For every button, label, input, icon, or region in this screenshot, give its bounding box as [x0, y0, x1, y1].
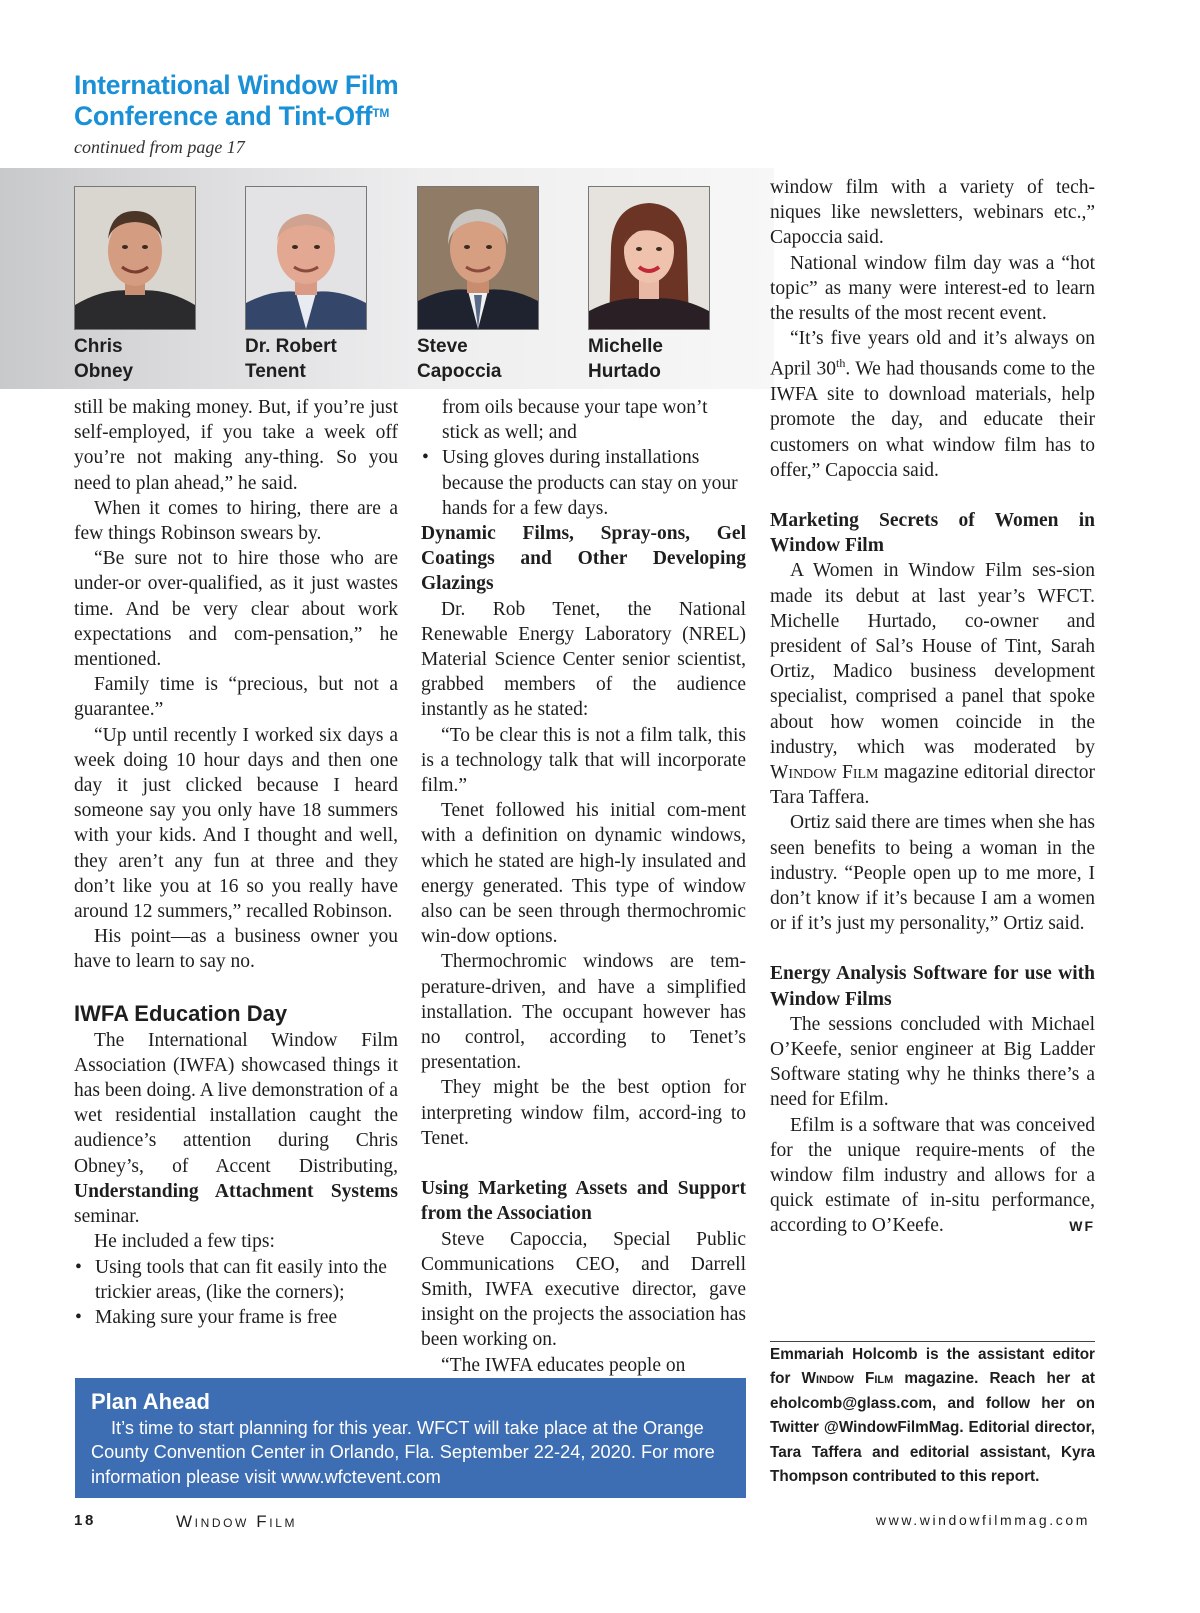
speaker-photo-band — [0, 168, 774, 389]
paragraph: Dr. Rob Tenet, the National Renewable Energy Laboratory (NREL) Material Science Center senior scientist, grabbed members of the audience instantly as he stated: — [421, 598, 746, 721]
speaker-name: Chris Obney — [74, 336, 134, 382]
paragraph: Family time is “precious, but not a guarantee.” — [74, 674, 398, 721]
article-column-1 — [74, 395, 398, 1330]
paragraph: “The IWFA educates people on — [441, 1354, 686, 1376]
section-heading: Using Marketing Assets and Support from the Association — [421, 1178, 746, 1225]
speaker-card-tenent — [245, 186, 367, 384]
paragraph: When it comes to hiring, there are a few things Robinson swears by. — [74, 497, 398, 545]
seminar-title: Understanding Attachment Systems — [74, 1180, 398, 1202]
paragraph: He included a few tips: — [94, 1231, 275, 1253]
list-item-continued: from oils because your tape won’t stick as well; and — [442, 397, 708, 444]
section-heading: Dynamic Films, Spray-ons, Gel Coatings and Other Developing Glazings — [421, 523, 746, 595]
speaker-card-hurtado — [588, 186, 710, 384]
paragraph: National window film day was a “hot topic” as many were interest-ed to learn the results of the most recent event. — [770, 252, 1095, 325]
tips-list — [74, 1255, 398, 1331]
paragraph: “Be sure not to hire those who are under-or over-qualified, as it just wastes time. And be very clear about work expectations and com-pensation,” he mentioned. — [74, 548, 398, 671]
paragraph: The sessions concluded with Michael O’Keefe, senior engineer at Big Ladder Software stating why he thinks there’s a need for Efilm. — [770, 1013, 1095, 1111]
speaker-photo — [245, 186, 367, 330]
list-item: • Using gloves during installations because the products can stay on your hands for a few days. — [442, 445, 746, 521]
plan-ahead-box — [75, 1378, 746, 1498]
speaker-name: Dr. Robert Tenent — [245, 336, 337, 382]
continued-note: continued from page 17 — [74, 137, 245, 157]
end-mark: WF — [1069, 1217, 1095, 1234]
paragraph: They might be the best option for interpreting window film, accord-ing to Tenet. — [421, 1077, 746, 1149]
title-line-2: Conference and Tint-Off — [74, 101, 373, 131]
speaker-card-obney — [74, 186, 196, 384]
plan-ahead-title: Plan Ahead — [91, 1389, 210, 1414]
speaker-name: Michelle Hurtado — [588, 336, 663, 382]
paragraph: “To be clear this is not a film talk, this is a technology talk that will incorporate film.” — [421, 724, 746, 797]
plan-ahead-body: It’s time to start planning for this year. WFCT will take place at the Orange County Convention Center in Orlando, Fla. September 22-24, 2020. For more information please visit www.wfctevent.com — [91, 1418, 715, 1487]
article-column-3 — [770, 175, 1095, 1239]
paragraph: Steve Capoccia, Special Public Communications CEO, and Darrell Smith, IWFA executive director, gave insight on the projects the association has been working on. — [421, 1228, 746, 1351]
section-heading: IWFA Education Day — [74, 1000, 288, 1026]
section-heading: Energy Analysis Software for use with Window Films — [770, 963, 1095, 1010]
title-line-1: International Window Film — [74, 70, 399, 100]
speaker-photo — [588, 186, 710, 330]
portrait-robert-tenent — [246, 187, 366, 329]
list-item: • Making sure your frame is free — [95, 1305, 398, 1330]
page-number: 18 — [74, 1512, 96, 1529]
paragraph: still be making money. But, if you’re just self-employed, if you take a week off you’re not making any-thing. So you need to plan ahead,” he said. — [74, 397, 398, 494]
paragraph: “Up until recently I worked six days a week doing 10 hour days and then one day it just clicked because I heard someone say you only have 18 summers with your kids. And I thought and well, they aren’t any fun at three and they don’t like you at 16 so you really have around 12 summers,” recalled Robinson. — [74, 724, 398, 923]
paragraph: The International Window Film Association (IWFA) showcased things it has been doing. A live demonstration of a wet residential installation caught the audience’s attention during Chris Obney’s, of Accent Distributing, Understanding Attachment Systems seminar. — [74, 1029, 398, 1228]
speaker-name: Steve Capoccia — [417, 336, 502, 382]
paragraph: His point—as a business owner you have to learn to say no. — [74, 926, 398, 973]
paragraph: “It’s five years old and it’s always on April 30th. We had thousands come to the IWFA site to download materials, help promote the day, and educate their customers on what window film has to offer,” Capoccia said. — [770, 328, 1095, 481]
footer-magazine-name: Window Film — [176, 1512, 298, 1531]
portrait-chris-obney — [75, 187, 195, 329]
footer-website: www.windowfilmmag.com — [875, 1512, 1090, 1528]
tips-list-continued — [421, 395, 746, 521]
magazine-name: Window Film — [801, 1370, 894, 1388]
magazine-name: Window Film — [770, 761, 879, 783]
list-item: • Using tools that can fit easily into the trickier areas, (like the corners); — [95, 1255, 398, 1305]
speaker-photo — [74, 186, 196, 330]
paragraph: Efilm is a software that was conceived for the unique require-ments of the window film industry and allows for a quick estimate of in-situ performance, according to O’Keefe. — [770, 1114, 1095, 1237]
bio-divider — [770, 1341, 1095, 1342]
paragraph: Thermochromic windows are tem-perature-driven, and have a simplified installation. The occupant however has no control, according to Tenet’s presentation. — [421, 951, 746, 1074]
paragraph: window film with a variety of tech-niques like newsletters, webinars etc.,” Capoccia said. — [770, 177, 1095, 249]
author-bio: Emmariah Holcomb is the assistant editor for Window Film magazine. Reach her at eholcomb@glass.com, and follow her on Twitter @WindowFilmMag. Editorial director, Tara Taffera and editorial assistant, Kyra Thompson contributed to this report. — [770, 1346, 1096, 1486]
portrait-michelle-hurtado — [589, 187, 709, 329]
speaker-photo — [417, 186, 539, 330]
trademark-mark: TM — [372, 106, 390, 120]
paragraph: Tenet followed his initial com-ment with a definition on dynamic windows, which he stated are high-ly insulated and energy generated. This type of window also can be seen through thermochromic win-dow options. — [421, 800, 746, 948]
paragraph: A Women in Window Film ses-sion made its debut at last year’s WFCT. Michelle Hurtado, co-owner and president of Sal’s House of Tint, Sarah Ortiz, Madico business development specialist, comprised a panel that spoke about how women coincide in the industry, which was moderated by Window Film magazine editorial director Tara Taffera. — [770, 560, 1095, 809]
portrait-steve-capoccia — [418, 187, 538, 329]
speaker-card-capoccia — [417, 186, 539, 384]
paragraph: Ortiz said there are times when she has seen benefits to being a woman in the industry. “People open up to me more, I don’t know if it’s because I am a women or if it’s just my personality,” Ortiz said. — [770, 812, 1095, 935]
article-column-2 — [421, 395, 746, 1378]
section-heading: Marketing Secrets of Women in Window Film — [770, 509, 1095, 557]
article-title — [74, 70, 399, 132]
